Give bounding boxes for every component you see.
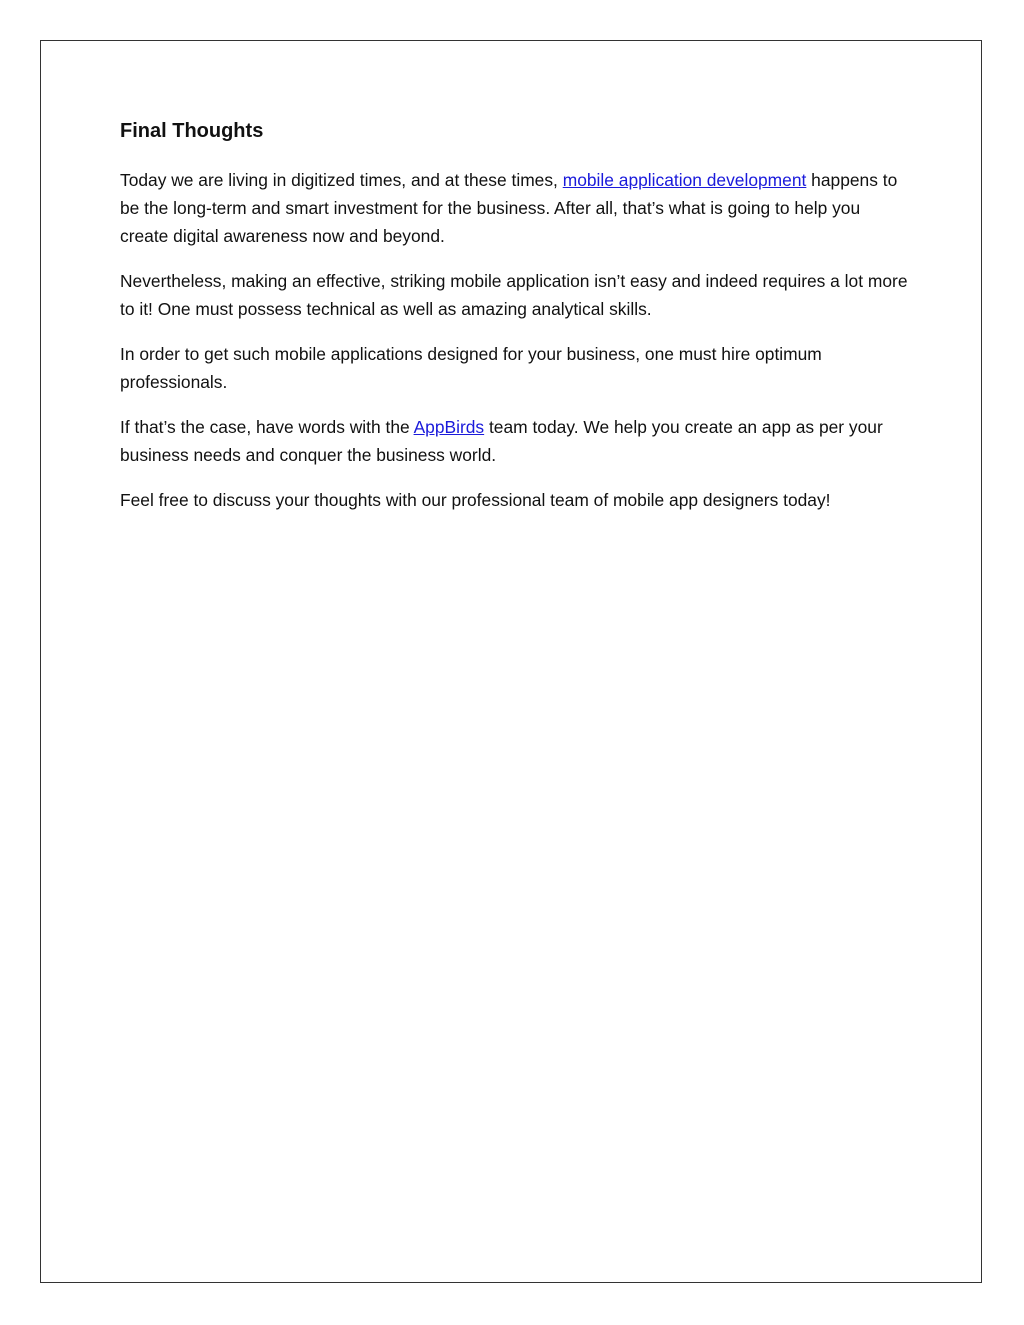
paragraph-appbirds-text-after: team today. We help you create an app as per your business needs and conquer the business world. (120, 417, 883, 465)
paragraph-skills: Nevertheless, making an effective, striking mobile application isn’t easy and indeed requires a lot more to it! One must possess technical as well as amazing analytical skills. (120, 271, 908, 319)
appbirds-link[interactable]: AppBirds (413, 417, 485, 437)
paragraph-intro-text-before: Today we are living in digitized times, and at these times, (120, 170, 563, 190)
paragraph-intro-text-after: happens to be the long-term and smart investment for the business. After all, that’s what is going to help you create digital awareness now and beyond. (120, 170, 898, 246)
document-body (120, 118, 910, 531)
paragraph-appbirds (120, 413, 910, 469)
paragraph-closing: Feel free to discuss your thoughts with our professional team of mobile app designers today! (120, 490, 831, 510)
document-heading: Final Thoughts (120, 120, 264, 142)
mobile-app-development-link[interactable]: mobile application development (562, 170, 807, 190)
paragraph-appbirds-text-before: If that’s the case, have words with the (120, 417, 414, 437)
paragraph-intro (120, 166, 910, 250)
paragraph-hire: In order to get such mobile applications designed for your business, one must hire optimum professionals. (120, 344, 822, 392)
